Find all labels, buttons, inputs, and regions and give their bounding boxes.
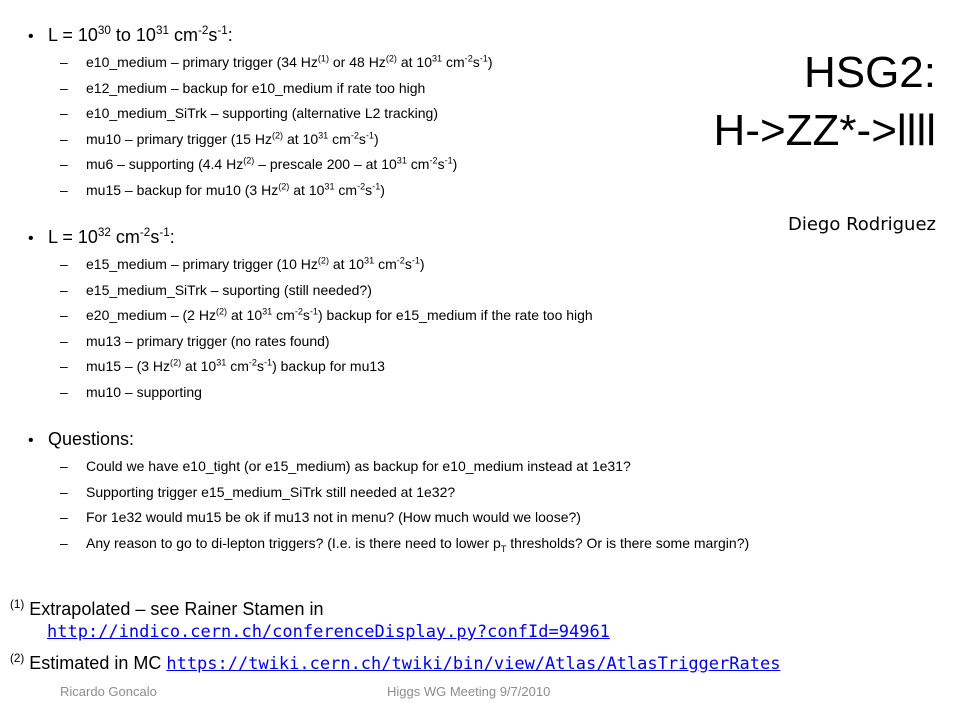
bullet-icon: •	[28, 432, 34, 449]
title-line-1: HSG2:	[803, 48, 936, 97]
list-item-text: e20_medium – (2 Hz$^{(2)}$ at $10^{31}$ $cm^{-2}s^{-1}$) backup for e15_medium if the rate too high	[86, 306, 593, 323]
list-item-text: mu10 – primary trigger (15 Hz$^{(2)}$ at $10^{31}$ $cm^{-2}s^{-1}$)	[86, 129, 379, 147]
indico-link[interactable]: http://indico.cern.ch/conferenceDisplay.py?confId=94961	[47, 622, 610, 642]
trigger-list	[60, 254, 593, 403]
list-item	[60, 382, 593, 404]
section-low-lumi	[28, 24, 493, 205]
list-item-text: mu15 – backup for mu10 (3 Hz$^{(2)}$ at $10^{31}$ $cm^{-2}s^{-1}$)	[86, 180, 385, 198]
list-item	[60, 52, 493, 74]
section-heading: • $L = 10^{32}$ $cm^{-2}s^{-1}$:	[28, 226, 593, 250]
dash-bullet-icon: –	[60, 358, 68, 374]
dash-bullet-icon: –	[60, 181, 68, 198]
list-item	[60, 356, 593, 378]
list-item	[60, 331, 593, 353]
dash-bullet-icon: –	[60, 332, 68, 349]
dash-bullet-icon: –	[60, 54, 68, 70]
dash-bullet-icon: –	[60, 79, 68, 96]
list-item-text: mu15 – (3 Hz$^{(2)}$ at $10^{31}$ $cm^{-2}s^{-1}$) backup for mu13	[86, 357, 385, 374]
twiki-link[interactable]: https://twiki.cern.ch/twiki/bin/view/Atlas/AtlasTriggerRates	[166, 654, 781, 674]
dash-bullet-icon: –	[60, 307, 68, 323]
list-item-text: e15_medium – primary trigger (10 Hz$^{(2)}$ at $10^{31}$ $cm^{-2}s^{-1}$)	[86, 255, 425, 272]
list-item	[60, 280, 593, 302]
list-item	[60, 154, 493, 176]
dash-bullet-icon: –	[60, 130, 68, 147]
footnote-2: $^{(2)}$ Estimated in MC https://twiki.cern.ch/twiki/bin/view/Atlas/AtlasTriggerRates	[10, 652, 781, 674]
list-item	[60, 180, 493, 202]
list-item	[60, 78, 493, 100]
footnote-1: $^{(1)}$ Extrapolated – see Rainer Stamen in http://indico.cern.ch/conferenceDisplay.py?confId=94961	[10, 598, 610, 642]
slide-title	[606, 44, 936, 160]
section-heading: • Questions:	[28, 428, 806, 452]
footer-author: Ricardo Goncalo	[60, 684, 157, 699]
list-item	[60, 507, 806, 529]
list-item-text: Any reason to go to di-lepton triggers? (I.e. is there need to lower $p_T$ thresholds? Or is there some margin?)	[86, 534, 750, 554]
list-item	[60, 533, 806, 555]
dash-bullet-icon: –	[60, 483, 68, 500]
list-item-text: mu10 – supporting	[86, 383, 202, 400]
author-name: Diego Rodriguez	[788, 214, 936, 235]
list-item-text: mu6 – supporting (4.4 Hz$^{(2)}$ – prescale 200 – at $10^{31}$ $cm^{-2}s^{-1}$)	[86, 155, 458, 172]
list-item-text: e12_medium – backup for e10_medium if rate too high	[86, 79, 426, 96]
bullet-icon: •	[28, 230, 34, 247]
list-item	[60, 482, 806, 504]
list-item	[60, 456, 806, 478]
question-list	[60, 456, 806, 554]
dash-bullet-icon: –	[60, 509, 68, 525]
section-heading: • $L = 10^{30}$ to $10^{31}$ $cm^{-2}s^{-1}$:	[28, 24, 493, 48]
bullet-icon: •	[28, 28, 34, 45]
list-item-text: mu13 – primary trigger (no rates found)	[86, 332, 330, 349]
list-item	[60, 254, 593, 276]
footer-meeting: Higgs WG Meeting 9/7/2010	[387, 684, 551, 699]
dash-bullet-icon: –	[60, 534, 68, 551]
dash-bullet-icon: –	[60, 383, 68, 400]
list-item	[60, 103, 493, 125]
dash-bullet-icon: –	[60, 256, 68, 272]
list-item-text: e10_medium_SiTrk – supporting (alternative L2 tracking)	[86, 105, 438, 121]
list-item	[60, 129, 493, 151]
dash-bullet-icon: –	[60, 281, 68, 298]
section-questions	[28, 428, 806, 558]
list-item-text: e10_medium – primary trigger (34 Hz$^{(1)}$ or 48 Hz$^{(2)}$ at $10^{31}$ $cm^{-2}s^{-1}$)	[86, 53, 493, 70]
list-item	[60, 305, 593, 327]
dash-bullet-icon: –	[60, 458, 68, 474]
dash-bullet-icon: –	[60, 105, 68, 121]
list-item-text: Supporting trigger e15_medium_SiTrk still needed at 1e32?	[86, 483, 456, 500]
trigger-list	[60, 52, 493, 201]
section-high-lumi	[28, 226, 593, 407]
title-line-2: H->ZZ*->llll	[713, 106, 936, 155]
dash-bullet-icon: –	[60, 156, 68, 172]
list-item-text: e15_medium_SiTrk – suporting (still needed?)	[86, 281, 372, 298]
list-item-text: Could we have e10_tight (or e15_medium) as backup for e10_medium instead at 1e31?	[86, 458, 631, 474]
list-item-text: For 1e32 would mu15 be ok if mu13 not in menu? (How much would we loose?)	[86, 509, 581, 525]
